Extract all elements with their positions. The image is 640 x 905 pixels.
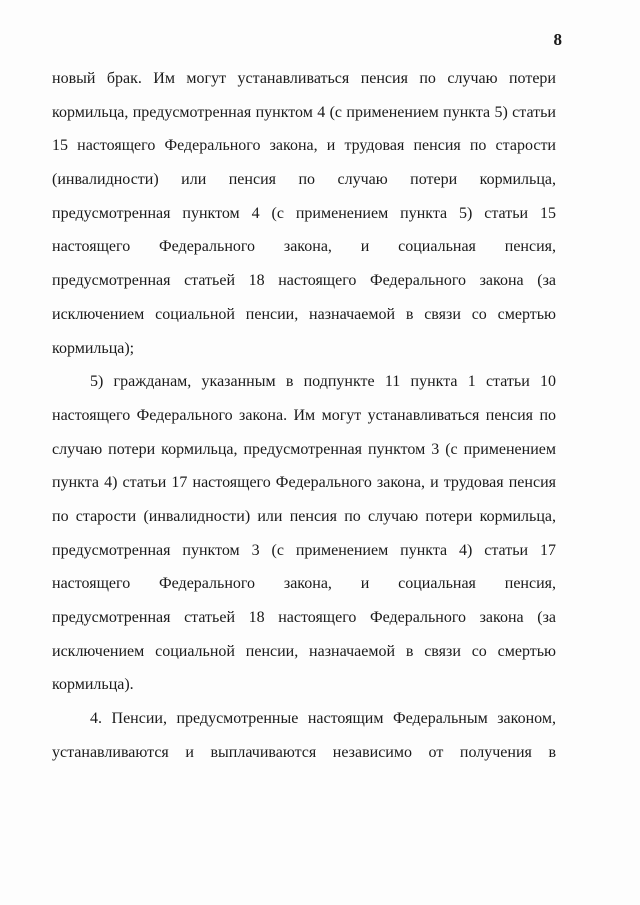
text-line: настоящего Федерального закона, и социальная пенсия, xyxy=(52,238,556,256)
text-line: кормильца). xyxy=(52,676,134,694)
text-line: кормильца, предусмотренная пунктом 4 (с применением пункта 5) статьи xyxy=(52,103,556,121)
text-line: кормильца); xyxy=(52,339,135,357)
page-number: 8 xyxy=(553,30,562,49)
paragraph xyxy=(52,365,556,702)
text-line: 15 настоящего Федерального закона, и трудовая пенсия по старости xyxy=(52,137,556,155)
paragraph xyxy=(52,702,556,769)
text-line: исключением социальной пенсии, назначаемой в связи со смертью xyxy=(52,305,556,323)
text-line: предусмотренная пунктом 4 (с применением пункта 5) статьи 15 xyxy=(52,204,556,222)
text-line: 4. Пенсии, предусмотренные настоящим Федеральным законом, xyxy=(90,710,556,728)
text-line: пункта 4) статьи 17 настоящего Федерального закона, и трудовая пенсия xyxy=(52,474,556,492)
document-body xyxy=(52,62,556,769)
text-line: устанавливаются и выплачиваются независимо от получения в xyxy=(52,743,556,761)
text-line: случаю потери кормильца, предусмотренная пунктом 3 (с применением xyxy=(52,440,556,458)
text-line: исключением социальной пенсии, назначаемой в связи со смертью xyxy=(52,642,556,660)
text-line: настоящего Федерального закона. Им могут устанавливаться пенсия по xyxy=(52,406,556,424)
text-line: новый брак. Им могут устанавливаться пенсия по случаю потери xyxy=(52,70,556,87)
text-line: (инвалидности) или пенсия по случаю потери кормильца, xyxy=(52,171,556,189)
text-line: настоящего Федерального закона, и социальная пенсия, xyxy=(52,575,556,593)
text-line: 5) гражданам, указанным в подпункте 11 пункта 1 статьи 10 xyxy=(90,373,556,391)
text-line: по старости (инвалидности) или пенсия по случаю потери кормильца, xyxy=(52,507,556,525)
text-line: предусмотренная пунктом 3 (с применением пункта 4) статьи 17 xyxy=(52,541,556,559)
text-line: предусмотренная статьей 18 настоящего Федерального закона (за xyxy=(52,272,556,290)
paragraph xyxy=(52,62,556,365)
text-line: предусмотренная статьей 18 настоящего Федерального закона (за xyxy=(52,609,556,626)
